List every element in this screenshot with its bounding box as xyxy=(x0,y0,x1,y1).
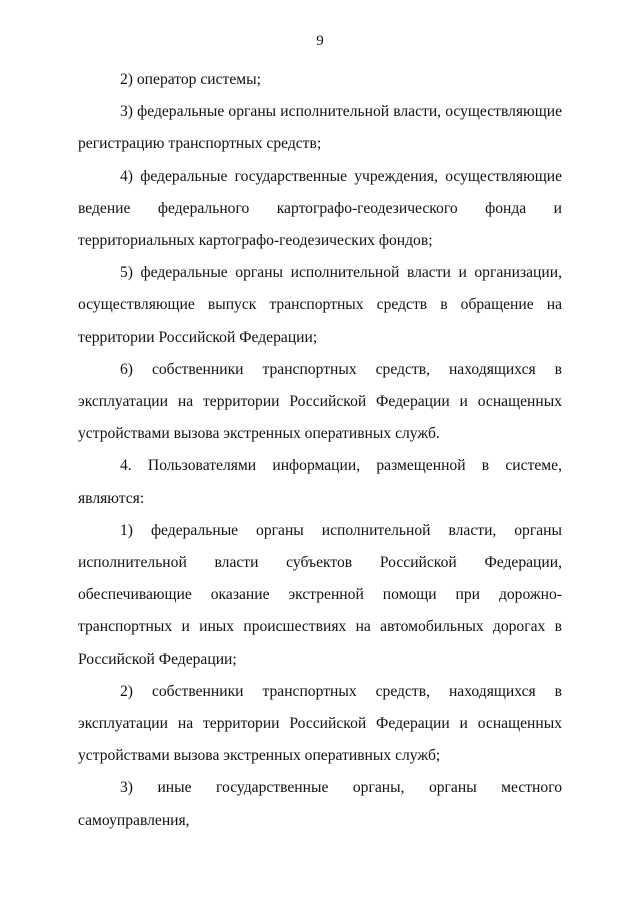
paragraph-other-state-bodies: 3) иные государственные органы, органы местного самоуправления, xyxy=(78,779,562,829)
paragraph-registration-authorities: 3) федеральные органы исполнительной власти, осуществляющие регистрацию транспортных средств; xyxy=(78,103,562,153)
paragraph-information-users-heading: 4. Пользователями информации, размещенной в системе, являются: xyxy=(78,457,562,507)
paragraph-operator: 2) оператор системы; xyxy=(120,71,261,88)
paragraph-vehicle-release-organizations: 5) федеральные органы исполнительной власти и организации, осуществляющие выпуск транспортных средств в обращение на территории Российской Федерации; xyxy=(78,264,562,346)
paragraph-vehicle-owners-users: 2) собственники транспортных средств, находящихся в эксплуатации на территории Российской Федерации и оснащенных устройствами вызова экстренных оперативных служб; xyxy=(78,682,562,765)
paragraph-vehicle-owners: 6) собственники транспортных средств, находящихся в эксплуатации на территории Российской Федерации и оснащенных устройствами вызова экстренных оперативных служб. xyxy=(78,360,562,443)
paragraph-emergency-authorities: 1) федеральные органы исполнительной власти, органы исполнительной власти субъектов Российской Федерации, обеспечивающие оказание экстренной помощи при дорожно-транспортных и иных происшествиях на автомобильных дорогах в Российской Федерации; xyxy=(78,521,562,668)
paragraph-geodetic-institutions: 4) федеральные государственные учреждения, осуществляющие ведение федерального картографо-геодезического фонда и территориальных картографо-геодезических фондов; xyxy=(78,167,562,250)
document-body xyxy=(78,64,562,837)
page-number: 9 xyxy=(316,33,324,49)
